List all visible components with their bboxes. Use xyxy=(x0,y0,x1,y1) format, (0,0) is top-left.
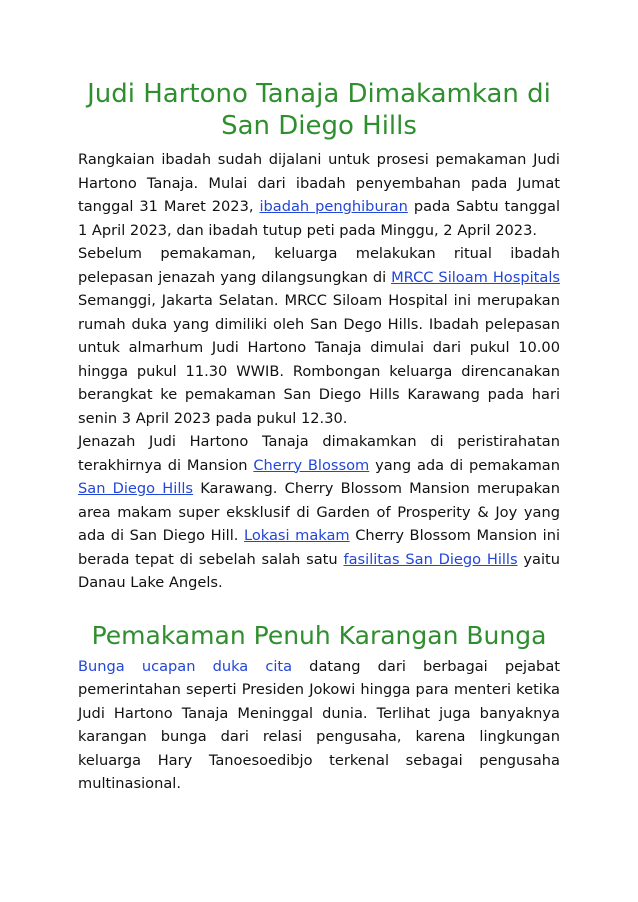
paragraph-text: yaitu Danau Lake Angels. xyxy=(78,550,560,591)
paragraph-text: Semanggi, Jakarta Selatan. MRCC Siloam Hospital ini merupakan rumah duka yang dimiliki oleh San Dego Hills. Ibadah pelepasan untuk almarhum Judi Hartono Tanaja dimulai dari pukul 10.00 hingga pukul 11.30 WWIB. Rombongan keluarga direncanakan berangkat ke pemakaman San Diego Hills Karawang pada hari senin 3 April 2023 pada pukul 12.30. xyxy=(78,292,560,427)
paragraph-text: Jenazah Judi Hartono Tanaja dimakamkan di peristirahatan terakhirnya di Mansion xyxy=(78,433,560,474)
paragraph-text: Sebelum pemakaman, keluarga melakukan ritual ibadah pelepasan jenazah yang dilangsungkan di xyxy=(78,245,560,286)
article xyxy=(78,78,560,796)
paragraph-jenazah xyxy=(78,430,560,595)
paragraph-text: yang ada di pemakaman xyxy=(369,456,560,474)
link-san-diego-hills[interactable]: San Diego Hills xyxy=(78,480,194,497)
link-lokasi-makam[interactable]: Lokasi makam xyxy=(243,527,350,544)
link-cherry-blossom[interactable]: Cherry Blossom xyxy=(253,456,370,474)
paragraph-text: pada Sabtu tanggal 1 April 2023, dan ibadah tutup peti pada Minggu, 2 April 2023. xyxy=(78,198,560,239)
paragraph-text: Karawang. Cherry Blossom Mansion merupakan area makam super eksklusif di Garden of Prosperity & Joy yang ada di San Diego Hill. xyxy=(78,480,560,544)
paragraph-bunga xyxy=(78,655,560,796)
paragraph-text: Cherry Blossom Mansion ini berada tepat di sebelah salah satu xyxy=(78,527,561,568)
paragraph-pelepasan xyxy=(78,242,560,430)
link-mrcc-siloam-hospitals[interactable]: MRCC Siloam Hospitals xyxy=(391,268,560,286)
article-title: Judi Hartono Tanaja Dimakamkan di San Diego Hills xyxy=(87,79,551,141)
paragraph-ibadah xyxy=(78,148,560,242)
paragraph-text: Rangkaian ibadah sudah dijalani untuk prosesi pemakaman Judi Hartono Tanaja. Mulai dari ibadah penyembahan pada Jumat tanggal 31 Maret 2023, xyxy=(78,151,560,215)
link-fasilitas-san-diego-hills[interactable]: fasilitas San Diego Hills xyxy=(343,550,518,568)
paragraph-text: datang dari berbagai pejabat pemerintahan seperti Presiden Jokowi hingga para menteri ketika Judi Hartono Tanaja Meninggal dunia. Terlihat juga banyaknya karangan bunga dari relasi pengusaha, karena lingkungan keluarga Hary Tanoesoedibjo terkenal sebagai pengusaha multinasional. xyxy=(78,657,560,792)
link-ibadah-penghiburan[interactable]: ibadah penghiburan xyxy=(259,198,408,215)
section-heading-karangan-bunga: Pemakaman Penuh Karangan Bunga xyxy=(91,620,547,650)
highlight-bunga-ucapan[interactable]: Bunga ucapan duka cita xyxy=(78,657,293,675)
